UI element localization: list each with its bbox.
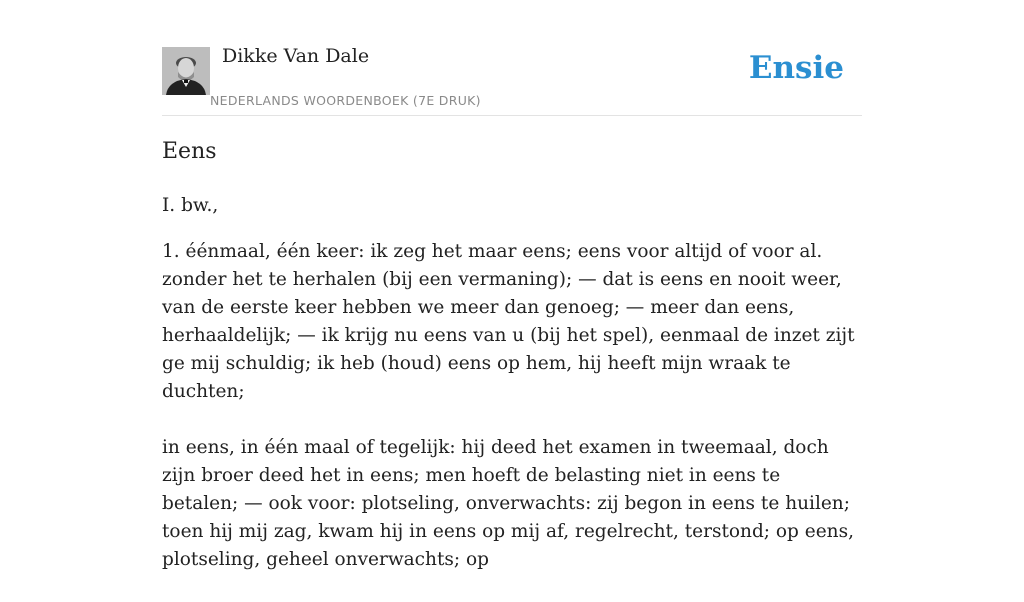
header bbox=[162, 40, 862, 116]
entry-content bbox=[162, 192, 862, 602]
site-logo[interactable]: Ensie bbox=[748, 50, 844, 86]
part-of-speech: I. bw., bbox=[162, 195, 219, 216]
portrait-image bbox=[162, 47, 210, 95]
author-name[interactable]: Dikke Van Dale bbox=[222, 45, 370, 67]
dictionary-name[interactable]: NEDERLANDS WOORDENBOEK (7E DRUK) bbox=[210, 93, 481, 108]
author-avatar[interactable] bbox=[162, 47, 210, 95]
definition-paragraph: in eens, in één maal of tegelijk: hij deed het examen in tweemaal, doch zijn broer deed het in eens; men hoeft de belasting niet in eens te betalen; — ook voor: plotseling, onverwachts: zij begon in eens te huilen; toen hij mij zag, kwam hij in eens op mij af, regelrecht, terstond; op eens, plotseling, geheel onverwachts; op bbox=[162, 437, 854, 570]
definition-paragraph: 1. éénmaal, één keer: ik zeg het maar eens; eens voor altijd of voor al. zonder het te herhalen (bij een vermaning); — dat is eens en nooit weer, van de eerste keer hebben we meer dan genoeg; — meer dan eens, herhaaldelijk; — ik krijg nu eens van u (bij het spel), eenmaal de inzet zijt ge mij schuldig; ik heb (houd) eens op hem, hij heeft mijn wraak te duchten; bbox=[162, 241, 855, 402]
entry-title: Eens bbox=[162, 139, 217, 164]
